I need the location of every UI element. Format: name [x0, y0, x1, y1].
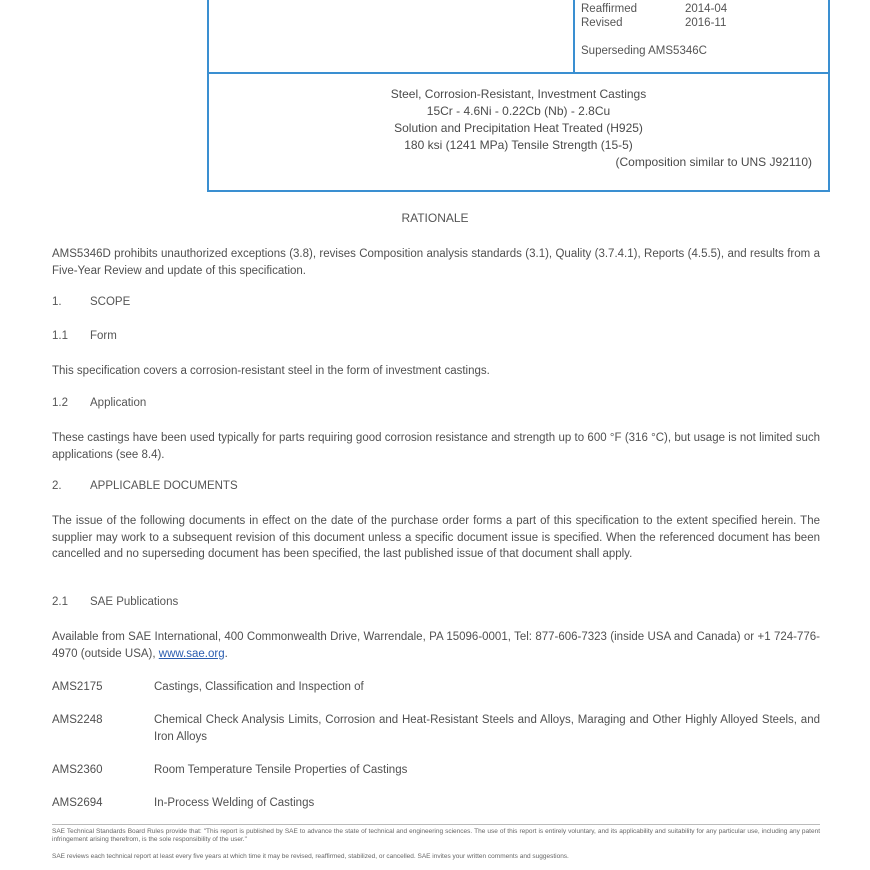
- section-number: 2.: [52, 480, 62, 492]
- section-title: Application: [90, 397, 147, 409]
- reference-code: AMS2248: [52, 714, 103, 726]
- reaffirmed-label: Reaffirmed: [581, 3, 638, 15]
- section-title: SAE Publications: [90, 596, 179, 608]
- section-number: 2.1: [52, 596, 68, 608]
- rationale-heading: RATIONALE: [401, 211, 469, 225]
- section-2-1-heading: [52, 596, 178, 608]
- specification-title: [209, 86, 828, 171]
- reference-description: Chemical Check Analysis Limits, Corrosion and Heat-Resistant Steels and Alloys, Maraging and Other Highly Alloyed Steels, and Iron Alloys: [154, 714, 820, 743]
- reference-item: [52, 762, 820, 779]
- composition-note: (Composition similar to UNS J92110): [615, 155, 812, 169]
- reference-item: [52, 795, 820, 812]
- section-2-1-text: Available from SAE International, 400 Commonwealth Drive, Warrendale, PA 15096-0001, Tel: 877-606-7323 (inside USA and Canada) or +1 724-776-4970 (outside USA), www.sae.org.: [52, 631, 820, 660]
- rationale-text: AMS5346D prohibits unauthorized exceptions (3.8), revises Composition analysis standards (3.1), Quality (3.7.4.1), Reports (4.5.5), and results from a Five-Year Review and update of this specification.: [52, 248, 820, 277]
- section-title: SCOPE: [90, 296, 131, 308]
- section-2-text: The issue of the following documents in effect on the date of the purchase order forms a part of this specification to the extent specified herein. The supplier may work to a subsequent revision of this document unless a specific document issue is specified. When the referenced document has been cancelled and no superseding document has been specified, the last published issue of that document shall apply.: [52, 515, 820, 560]
- header-top-section: [209, 0, 828, 74]
- section-1-heading: [52, 296, 130, 308]
- section-title: Form: [90, 330, 117, 342]
- section-number: 1.1: [52, 330, 68, 342]
- section-number: 1.: [52, 296, 62, 308]
- section-1-2-text: These castings have been used typically for parts requiring good corrosion resistance and strength up to 600 °F (316 °C), but usage is not limited such applications (see 8.4).: [52, 432, 820, 461]
- reference-description: Castings, Classification and Inspection of: [154, 681, 364, 693]
- title-line-4: 180 ksi (1241 MPa) Tensile Strength (15-5): [404, 138, 633, 152]
- superseding-note: Superseding AMS5346C: [581, 45, 707, 57]
- footer-review-note: SAE reviews each technical report at least every five years at which time it may be revised, reaffirmed, stabilized, or cancelled. SAE invites your written comments and suggestions.: [52, 853, 569, 860]
- reaffirmed-value: 2014-04: [685, 3, 728, 15]
- reference-item: [52, 712, 820, 745]
- sae-website-link[interactable]: www.sae.org: [158, 647, 225, 660]
- document-header-box: [207, 0, 830, 192]
- title-line-2: 15Cr - 4.6Ni - 0.22Cb (Nb) - 2.8Cu: [426, 104, 611, 118]
- revision-info: [581, 2, 727, 58]
- header-divider: [573, 0, 575, 72]
- footer-disclaimer: SAE Technical Standards Board Rules provide that: "This report is published by SAE to advance the state of technical and engineering sciences. The use of this report is entirely voluntary, and its applicability and suitability for any particular use, including any patent infringement arising therefrom, is the sole responsibility of the user.": [52, 828, 820, 843]
- reference-code: AMS2360: [52, 764, 103, 776]
- reference-description: Room Temperature Tensile Properties of Castings: [154, 764, 408, 776]
- section-1-1-text: This specification covers a corrosion-resistant steel in the form of investment castings.: [52, 365, 490, 377]
- revised-label: Revised: [581, 17, 623, 29]
- title-line-3: Solution and Precipitation Heat Treated (H925): [394, 121, 643, 135]
- section-1-2-heading: [52, 397, 146, 409]
- title-line-1: Steel, Corrosion-Resistant, Investment Castings: [390, 87, 647, 101]
- section-2-heading: [52, 480, 238, 492]
- revised-value: 2016-11: [685, 17, 727, 29]
- footer-divider: [52, 824, 820, 825]
- reference-item: [52, 679, 820, 696]
- reference-description: In-Process Welding of Castings: [154, 797, 315, 809]
- reference-code: AMS2175: [52, 681, 103, 693]
- sae-address: Available from SAE International, 400 Commonwealth Drive, Warrendale, PA 15096-0001, Tel: 877-606-7323 (inside USA and Canada) or +1 724-776-4970 (outside USA),: [52, 631, 820, 660]
- reference-code: AMS2694: [52, 797, 103, 809]
- section-title: APPLICABLE DOCUMENTS: [90, 480, 238, 492]
- section-1-1-heading: [52, 330, 117, 342]
- section-number: 1.2: [52, 397, 68, 409]
